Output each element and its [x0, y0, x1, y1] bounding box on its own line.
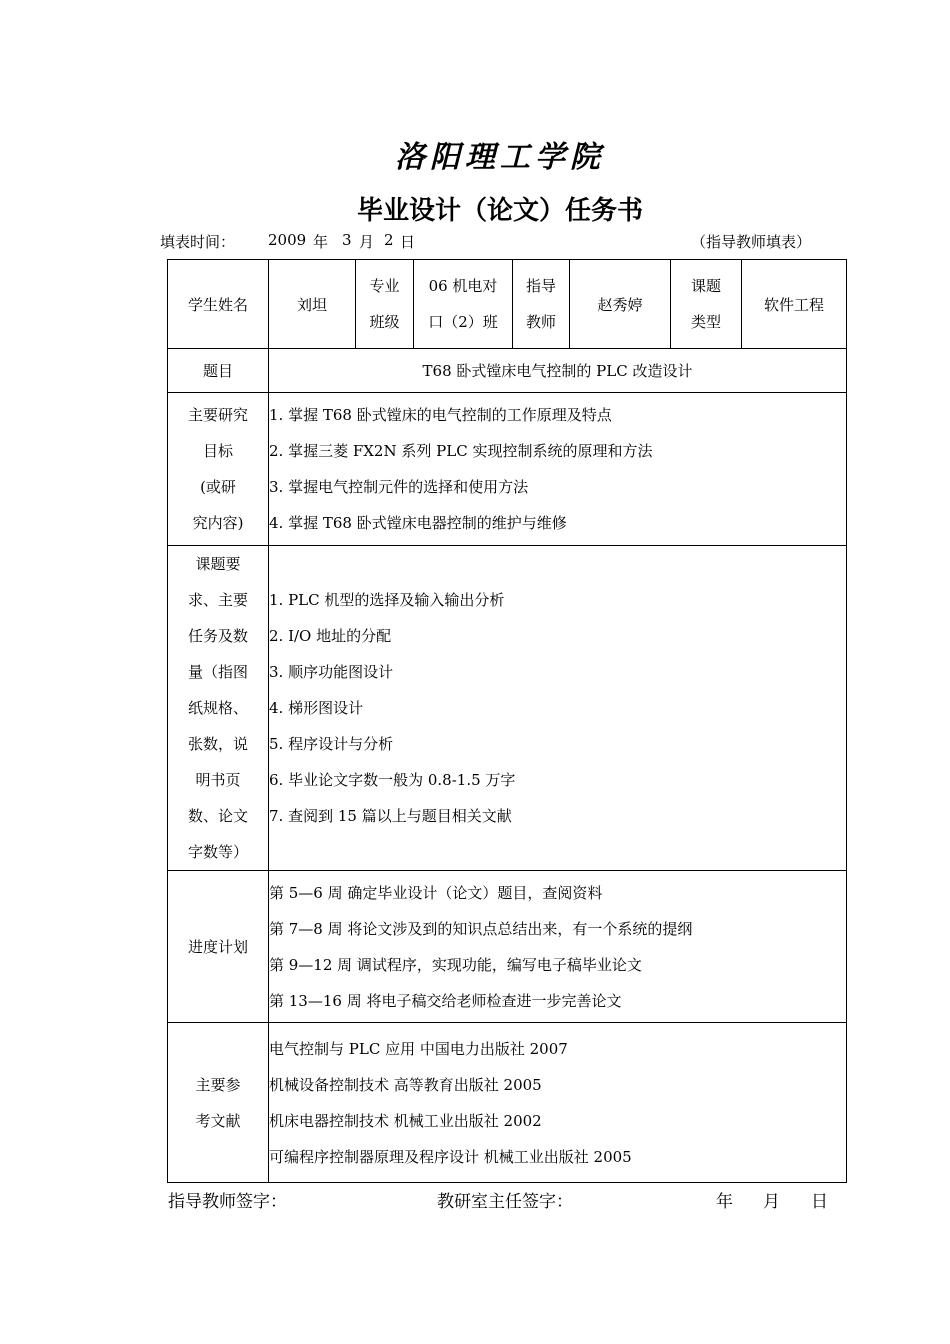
- advisor-label: [513, 260, 570, 349]
- references-label: [168, 1023, 269, 1183]
- sign-year-unit: 年: [716, 1192, 733, 1212]
- list-item: 3. 顺序功能图设计: [269, 663, 394, 681]
- objectives-label-line: (或研: [200, 478, 236, 496]
- type-label-line-1: 课题: [690, 277, 721, 295]
- type-label-line-2: 类型: [690, 313, 721, 331]
- requirements-label-line: 纸规格、: [187, 699, 248, 717]
- class-label-line: 班级: [369, 313, 400, 331]
- advisor-label-line-1: 指导: [525, 277, 556, 295]
- list-item: 可编程序控制器原理及程序设计 机械工业出版社 2005: [269, 1147, 632, 1166]
- list-item: 第 9—12 周 调试程序，实现功能，编写电子稿毕业论文: [269, 955, 642, 974]
- list-item: 机械设备控制技术 高等教育出版社 2005: [269, 1075, 542, 1094]
- class-value: [414, 260, 513, 349]
- references-row: [168, 1023, 847, 1183]
- list-item: 第 7—8 周 将论文涉及到的知识点总结出来，有一个系统的提纲: [269, 919, 693, 938]
- topic-label: 题目: [168, 349, 269, 393]
- student-name: 刘坦: [269, 260, 356, 349]
- major-label: [356, 260, 414, 349]
- requirements-list: [269, 546, 847, 871]
- requirements-label-line: 任务及数: [187, 627, 248, 645]
- fill-day: 2: [384, 231, 394, 249]
- list-item: 5. 程序设计与分析: [269, 735, 394, 753]
- fill-day-unit: 日: [400, 233, 416, 251]
- topic-row: [168, 349, 847, 393]
- list-item: 3. 掌握电气控制元件的选择和使用方法: [269, 478, 529, 496]
- requirements-label-line: 字数等）: [187, 843, 248, 861]
- fill-note: （指导教师填表）: [691, 233, 812, 251]
- schedule-list: [269, 871, 847, 1023]
- fill-date-row: [160, 231, 820, 253]
- objectives-label-line: 究内容): [192, 514, 244, 532]
- list-item: 4. 梯形图设计: [269, 699, 364, 717]
- schedule-label: 进度计划: [168, 871, 269, 1023]
- list-item: 2. I/O 地址的分配: [269, 627, 392, 645]
- list-item: 1. PLC 机型的选择及输入输出分析: [269, 591, 505, 609]
- list-item: 2. 掌握三菱 FX2N 系列 PLC 实现控制系统的原理和方法: [269, 442, 653, 460]
- requirements-row: [168, 546, 847, 871]
- document-title: 毕业设计（论文）任务书: [356, 196, 643, 226]
- sign-day-unit: 日: [811, 1192, 828, 1212]
- objectives-label-line: 目标: [202, 442, 233, 460]
- topic-type-value: 软件工程: [742, 260, 847, 349]
- advisor-label-line-2: 教师: [525, 313, 556, 331]
- objectives-label: [168, 393, 269, 546]
- objectives-list: [269, 393, 847, 546]
- topic-value: T68 卧式镗床电气控制的 PLC 改造设计: [269, 349, 847, 393]
- references-label-line: 主要参: [195, 1075, 241, 1094]
- advisor-name: 赵秀婷: [570, 260, 671, 349]
- references-label-line: 考文献: [195, 1111, 241, 1130]
- info-row: [168, 260, 847, 349]
- objectives-label-line: 主要研究: [187, 406, 248, 424]
- list-item: 4. 掌握 T68 卧式镗床电器控制的维护与维修: [269, 514, 567, 532]
- requirements-label-line: 求、主要: [187, 591, 248, 609]
- class-value-line-1: 06 机电对: [428, 277, 498, 295]
- student-label: 学生姓名: [168, 260, 269, 349]
- requirements-label: [168, 546, 269, 871]
- requirements-label-line: 明书页: [195, 771, 241, 789]
- requirements-label-line: 张数，说: [187, 735, 248, 753]
- fill-month: 3: [342, 231, 352, 249]
- director-signature-label: 教研室主任签字：: [437, 1192, 573, 1212]
- advisor-signature-label: 指导教师签字：: [168, 1192, 287, 1212]
- list-item: 电气控制与 PLC 应用 中国电力出版社 2007: [269, 1039, 568, 1058]
- fill-year: 2009: [268, 231, 307, 249]
- requirements-label-line: 量（指图: [187, 663, 248, 681]
- fill-date-label: 填表时间：: [160, 233, 236, 251]
- requirements-label-line: 课题要: [195, 555, 241, 573]
- schedule-row: [168, 871, 847, 1023]
- list-item: 机床电器控制技术 机械工业出版社 2002: [269, 1111, 542, 1130]
- references-list: [269, 1023, 847, 1183]
- sign-month-unit: 月: [763, 1192, 780, 1212]
- objectives-row: [168, 393, 847, 546]
- class-value-line-2: 口（2）班: [428, 313, 498, 331]
- major-label-line: 专业: [369, 277, 400, 295]
- requirements-label-line: 数、论文: [187, 807, 248, 825]
- list-item: 第 13—16 周 将电子稿交给老师检查进一步完善论文: [269, 991, 622, 1010]
- school-name: 洛阳理工学院: [395, 140, 605, 175]
- list-item: 7. 查阅到 15 篇以上与题目相关文献: [269, 807, 512, 825]
- fill-month-unit: 月: [359, 233, 375, 251]
- list-item: 第 5—6 周 确定毕业设计（论文）题目，查阅资料: [269, 883, 603, 902]
- fill-year-unit: 年: [313, 233, 329, 251]
- task-form-table: [167, 259, 847, 1183]
- list-item: 1. 掌握 T68 卧式镗床的电气控制的工作原理及特点: [269, 406, 612, 424]
- type-label: [671, 260, 742, 349]
- list-item: 6. 毕业论文字数一般为 0.8-1.5 万字: [269, 771, 516, 789]
